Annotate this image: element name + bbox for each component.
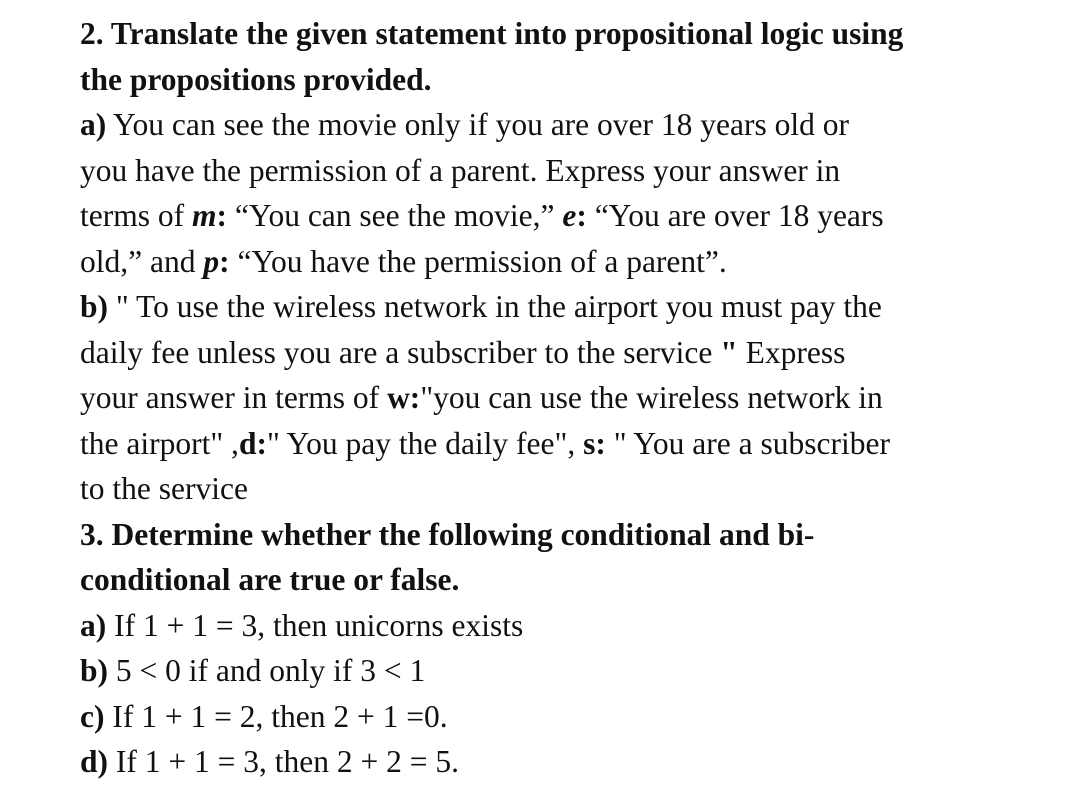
q2a-text: terms of bbox=[80, 198, 192, 233]
var-w: w: bbox=[387, 380, 421, 415]
q2a-line-2: you have the permission of a parent. Express your answer in bbox=[80, 152, 841, 188]
colon: : bbox=[216, 198, 227, 233]
q2b-line-5: to the service bbox=[80, 471, 248, 506]
colon: : bbox=[576, 198, 587, 233]
colon: : bbox=[219, 243, 230, 279]
q2b-text: " You are a subscriber bbox=[605, 425, 890, 461]
q2a-line-1 bbox=[80, 102, 1065, 148]
q2b-text: "you can use the wireless network in bbox=[420, 380, 883, 415]
q2b-line-1 bbox=[80, 284, 1065, 330]
q2b-label: b) bbox=[80, 289, 109, 324]
q2b-text: your answer in terms of bbox=[80, 380, 388, 415]
q2a-text: “You have the permission of a parent”. bbox=[229, 243, 727, 279]
q2b-text: Express bbox=[737, 334, 846, 370]
q2b-text: " You pay the daily fee", bbox=[266, 425, 584, 461]
q3-item-c bbox=[80, 694, 1065, 740]
q2a-text: “You are over 18 years bbox=[586, 198, 884, 233]
q2a-text: “You can see the movie,” bbox=[227, 198, 563, 233]
q2b-line-4 bbox=[80, 421, 1065, 467]
q2a-label: a) bbox=[80, 107, 107, 142]
q2a-text: You can see the movie only if you are over 18 years old or bbox=[106, 107, 849, 142]
item-text: If 1 + 1 = 3, then 2 + 2 = 5. bbox=[108, 744, 460, 779]
document-page bbox=[80, 11, 1065, 785]
item-text: If 1 + 1 = 3, then unicorns exists bbox=[106, 607, 524, 643]
q3-title-line-1: 3. Determine whether the following conditional and bi- bbox=[80, 516, 815, 552]
item-label: d) bbox=[80, 744, 109, 779]
q2a-text: old,” and bbox=[80, 243, 204, 279]
item-text: If 1 + 1 = 2, then 2 + 1 =0. bbox=[104, 698, 448, 734]
item-label: b) bbox=[80, 653, 109, 688]
q2b-text: the airport" , bbox=[80, 425, 239, 461]
var-s: s: bbox=[583, 425, 606, 461]
q3-title-line-2: conditional are true or false. bbox=[80, 562, 460, 597]
q3-item-b bbox=[80, 648, 1065, 694]
var-d: d: bbox=[238, 425, 267, 461]
var-e: e bbox=[562, 198, 577, 233]
q3-item-d bbox=[80, 739, 1065, 785]
q2-title-line-1: 2. Translate the given statement into propositional logic using bbox=[80, 16, 904, 51]
q2a-line-3 bbox=[80, 193, 1065, 239]
bold-quote: " bbox=[720, 334, 738, 370]
var-m: m bbox=[191, 198, 217, 233]
q2-title-line-2: the propositions provided. bbox=[80, 61, 432, 97]
q2b-line-3 bbox=[80, 375, 1065, 421]
q2b-line-2 bbox=[80, 330, 1065, 376]
item-text: 5 < 0 if and only if 3 < 1 bbox=[108, 653, 426, 688]
q3-item-a bbox=[80, 603, 1065, 649]
item-label: c) bbox=[80, 698, 105, 734]
q2b-text: " To use the wireless network in the airport you must pay the bbox=[108, 289, 882, 324]
var-p: p bbox=[203, 243, 220, 279]
item-label: a) bbox=[80, 607, 107, 643]
q2b-text: daily fee unless you are a subscriber to the service bbox=[80, 334, 721, 370]
q2a-line-4 bbox=[80, 239, 1065, 285]
